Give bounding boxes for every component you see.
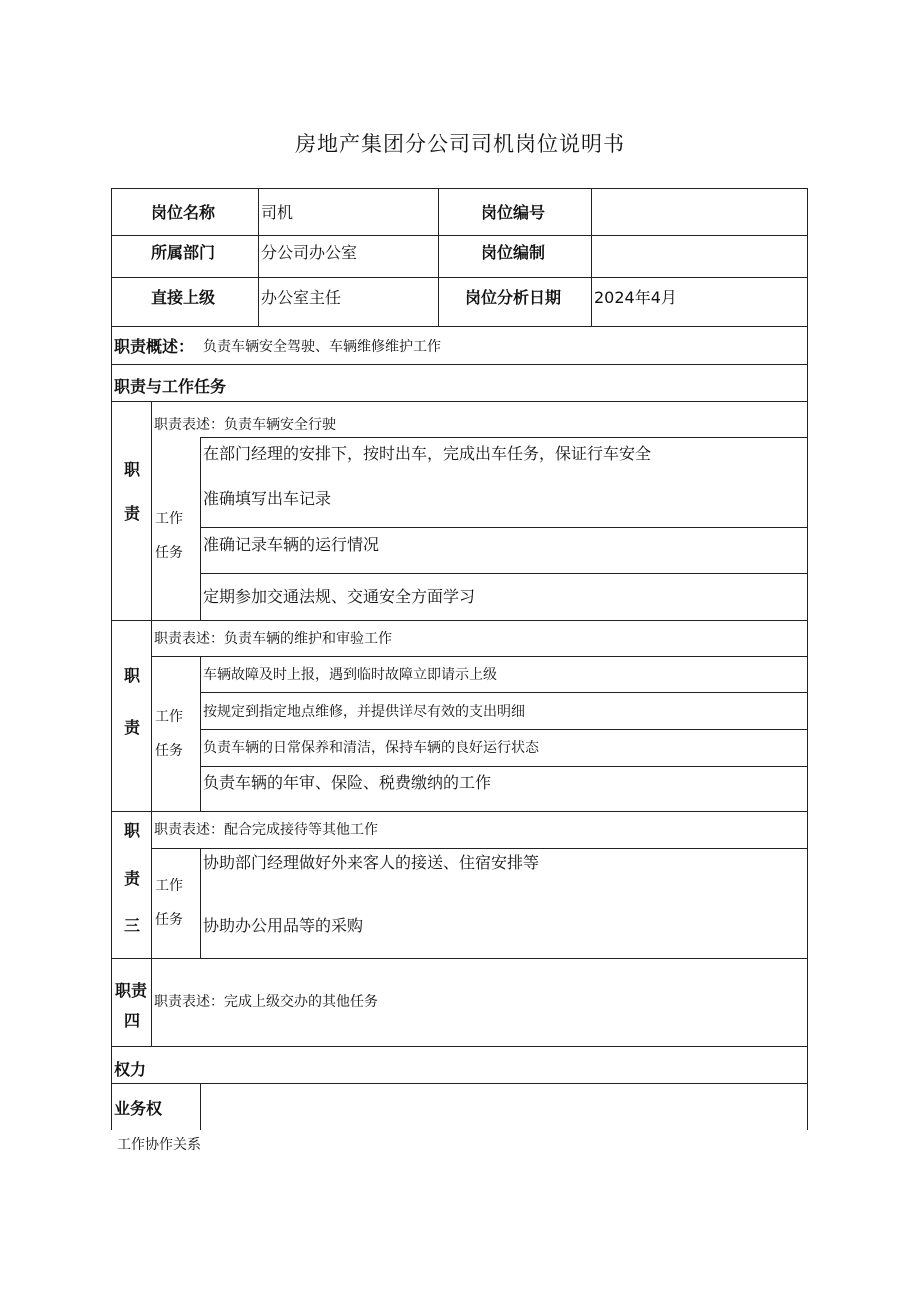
table-rule <box>111 364 808 365</box>
duty-2-label-bottom: 责 <box>124 718 141 737</box>
supervisor-value: 办公室主任 <box>261 288 342 307</box>
business-authority-label: 业务权 <box>114 1099 163 1118</box>
duty-2-label-top: 职 <box>124 666 141 685</box>
duty-2-description: 职责表述：负责车辆的维护和审验工作 <box>154 631 392 647</box>
table-rule <box>111 235 808 236</box>
table-rule <box>200 1083 201 1130</box>
table-rule <box>111 958 808 959</box>
duty-1-task-label-2: 任务 <box>155 545 183 561</box>
duty-3-label-top: 职 <box>124 821 141 840</box>
footer-text: 工作协作关系 <box>117 1137 201 1153</box>
duty-3-label-mid: 责 <box>124 869 141 888</box>
duty-2-task-label-2: 任务 <box>155 743 183 759</box>
duty-1-description: 职责表述：负责车辆安全行驶 <box>154 417 336 433</box>
page-title: 房地产集团分公司司机岗位说明书 <box>295 132 625 156</box>
duty-4-description: 职责表述：完成上级交办的其他任务 <box>154 994 378 1010</box>
summary-text: 负责车辆安全驾驶、车辆维修维护工作 <box>203 339 441 355</box>
duty-3-description: 职责表述：配合完成接待等其他工作 <box>154 822 378 838</box>
table-rule <box>151 656 808 657</box>
duty-1-task-2: 准确填写出车记录 <box>203 489 332 508</box>
duty-1-task-label-1: 工作 <box>155 511 183 527</box>
table-rule <box>151 848 808 849</box>
table-rule <box>807 188 808 1130</box>
authority-header: 权力 <box>114 1060 147 1079</box>
duty-2-task-2: 按规定到指定地点维修，并提供详尽有效的支出明细 <box>203 704 525 720</box>
table-rule <box>111 620 808 621</box>
summary-label: 职责概述： <box>114 337 195 356</box>
table-rule <box>200 766 808 767</box>
duty-1-label-top: 职 <box>124 460 141 479</box>
table-rule <box>200 848 201 958</box>
duty-3-task-label-2: 任务 <box>155 912 183 928</box>
table-rule <box>258 188 259 326</box>
duty-3-task-label-1: 工作 <box>155 878 183 894</box>
table-rule <box>111 401 808 402</box>
table-rule <box>591 188 592 326</box>
table-rule <box>111 277 808 278</box>
position-name-value: 司机 <box>261 203 294 222</box>
department-value: 分公司办公室 <box>261 243 358 262</box>
position-name-label: 岗位名称 <box>151 203 216 222</box>
supervisor-label: 直接上级 <box>151 288 216 307</box>
table-rule <box>111 1083 808 1084</box>
headcount-label: 岗位编制 <box>481 243 546 262</box>
duty-3-label-bottom: 三 <box>124 916 141 935</box>
table-rule <box>200 527 808 528</box>
duty-1-label-bottom: 责 <box>124 504 141 523</box>
position-code-label: 岗位编号 <box>481 203 546 222</box>
duty-2-task-4: 负责车辆的年审、保险、税费缴纳的工作 <box>203 773 492 792</box>
duty-4-label-top: 职责 <box>115 981 148 1000</box>
duty-4-label-bottom: 四 <box>124 1011 141 1030</box>
table-rule <box>111 188 112 1130</box>
table-rule <box>111 326 808 327</box>
table-rule <box>200 437 808 438</box>
table-rule <box>200 692 808 693</box>
duty-2-task-label-1: 工作 <box>155 709 183 725</box>
table-rule <box>200 437 201 620</box>
duties-header: 职责与工作任务 <box>114 377 227 396</box>
department-label: 所属部门 <box>151 243 216 262</box>
analysis-date-value: 2024年4月 <box>594 288 677 307</box>
table-rule <box>438 188 439 326</box>
table-rule <box>111 1046 808 1047</box>
duty-1-task-1: 在部门经理的安排下，按时出车，完成出车任务，保证行车安全 <box>203 444 652 463</box>
duty-2-task-1: 车辆故障及时上报，遇到临时故障立即请示上级 <box>203 667 497 683</box>
duty-2-task-3: 负责车辆的日常保养和清洁，保持车辆的良好运行状态 <box>203 740 539 756</box>
table-rule <box>200 573 808 574</box>
duty-1-task-3: 准确记录车辆的运行情况 <box>203 535 380 554</box>
table-rule <box>200 656 201 811</box>
table-rule <box>200 729 808 730</box>
duty-3-task-1: 协助部门经理做好外来客人的接送、住宿安排等 <box>203 853 540 872</box>
table-rule <box>111 188 808 189</box>
analysis-date-label: 岗位分析日期 <box>465 288 562 307</box>
duty-3-task-2: 协助办公用品等的采购 <box>203 916 364 935</box>
table-rule <box>111 811 808 812</box>
table-rule <box>151 401 152 1046</box>
duty-1-task-4: 定期参加交通法规、交通安全方面学习 <box>203 587 476 606</box>
